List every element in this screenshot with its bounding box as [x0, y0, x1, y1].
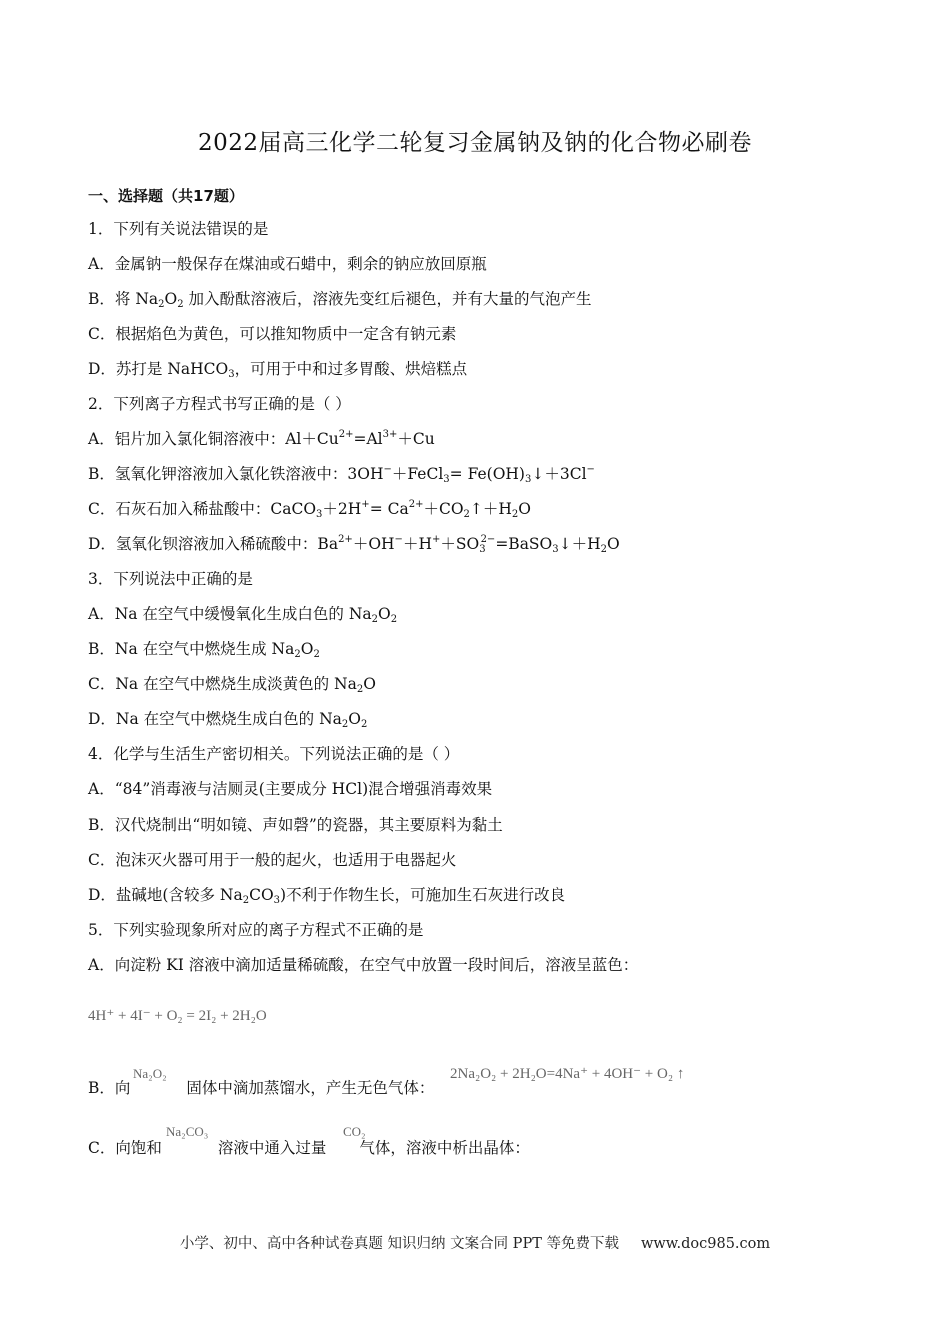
question-5-option-b: B．向 固体中滴加蒸馏水，产生无色气体：	[88, 1079, 435, 1097]
question-2-option-a: A．铝片加入氯化铜溶液中：$Al+Cu^{2+}=Al^{3+}+Cu$	[88, 429, 435, 448]
section-heading: 一、选择题（共17题）	[88, 187, 244, 205]
page-footer	[0, 1232, 950, 1253]
question-5-option-b-equation: 2Na₂O₂ + 2H₂O=4Na⁺ + 4OH⁻ + O₂ ↑	[450, 1066, 685, 1082]
question-4-option-b: B．汉代烧制出“明如镜、声如磬”的瓷器，其主要原料为黏土	[88, 816, 503, 834]
question-3-option-b: B．Na 在空气中燃烧生成 $Na_2O_2$	[88, 640, 320, 660]
question-2-option-c: C．石灰石加入稀盐酸中：CaCO$_3$＋2H+= $Ca^{2+}+CO_2↑+H_2O$	[88, 499, 532, 520]
question-1-option-b: B．将 $Na_2O_2$ 加入酚酞溶液后，溶液先变红后褪色，并有大量的气泡产生	[88, 290, 592, 310]
question-4-option-c: C．泡沫灭火器可用于一般的起火，也适用于电器起火	[88, 851, 457, 869]
question-5-option-a: A．向淀粉 KI 溶液中滴加适量稀硫酸，在空气中放置一段时间后，溶液呈蓝色：	[88, 956, 639, 974]
question-2-stem: 2．下列离子方程式书写正确的是（ ）	[88, 395, 351, 413]
footer-url[interactable]: www.doc985.com	[640, 1236, 771, 1252]
question-3-option-d: D．Na 在空气中燃烧生成白色的 $Na_2O_2$	[88, 710, 368, 730]
question-1-option-d: D．苏打是 NaHCO$_3$，可用于中和过多胃酸、烘焙糕点	[88, 360, 468, 380]
question-5-option-b-formula: Na₂O₂	[133, 1066, 167, 1081]
footer-text: 小学、初中、高中各种试卷真题 知识归纳 文案合同 PPT 等免费下载	[179, 1236, 619, 1252]
question-3-option-c: C．Na 在空气中燃烧生成淡黄色的 $Na_2O$	[88, 675, 376, 695]
question-3-stem: 3．下列说法中正确的是	[88, 570, 253, 588]
question-5-option-c-formula: Na₂CO₃	[166, 1124, 209, 1139]
question-1-stem: 1．下列有关说法错误的是	[88, 220, 269, 238]
question-5-option-a-equation: 4H⁺ + 4I⁻ + O₂ = 2I₂ + 2H₂O	[88, 1008, 267, 1024]
question-2-option-b: B．氢氧化钾溶液加入氯化铁溶液中：3OH−＋FeCl$_3$= $Fe(OH)_3↓+3Cl^-$	[88, 464, 595, 485]
question-4-stem: 4．化学与生活生产密切相关。下列说法正确的是（ ）	[88, 745, 460, 763]
question-4-option-a: A．“84”消毒液与洁厕灵(主要成分 HCl)混合增强消毒效果	[88, 780, 493, 798]
question-2-option-d: D．氢氧化钡溶液加入稀硫酸中：$Ba^{2+}+OH^-+H^++SO_3^{2-}=BaSO_3↓+H_2O$	[88, 534, 620, 555]
question-5-option-c-co2: CO₂	[343, 1124, 366, 1139]
question-1-option-c: C．根据焰色为黄色，可以推知物质中一定含有钠元素	[88, 325, 457, 343]
question-3-option-a: A．Na 在空气中缓慢氧化生成白色的 $Na_2O_2$	[88, 605, 398, 625]
question-5-stem: 5．下列实验现象所对应的离子方程式不正确的是	[88, 921, 424, 939]
question-5-option-c: C．向饱和 溶液中通入过量 气体，溶液中析出晶体：	[88, 1139, 530, 1157]
question-4-option-d: D．盐碱地(含较多 $Na_2CO_3$)不利于作物生长，可施加生石灰进行改良	[88, 886, 566, 906]
document-title: 2022届高三化学二轮复习金属钠及钠的化合物必刷卷	[197, 130, 753, 156]
question-1-option-a: A．金属钠一般保存在煤油或石蜡中，剩余的钠应放回原瓶	[88, 255, 487, 273]
